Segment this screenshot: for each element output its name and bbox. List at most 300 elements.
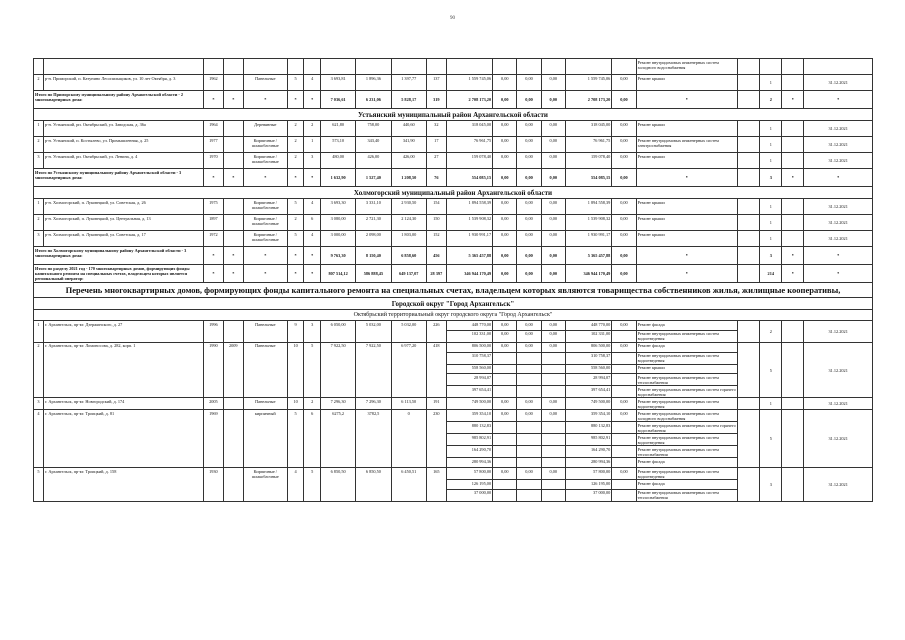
cost-total-cell: 554 085,15 [446, 169, 492, 187]
cost-regional-cell [517, 364, 541, 374]
section-heading [34, 187, 873, 199]
cost-local-cell [541, 489, 565, 501]
district-heading [34, 310, 873, 321]
entrances-cell: 5 [304, 342, 321, 398]
floors-cell: 2 [287, 121, 304, 137]
cost-total-cell: 558 560,00 [446, 364, 492, 374]
cost-total-cell: 280 994,36 [446, 458, 492, 468]
floors-cell: 4 [287, 468, 304, 502]
section-heading-text: Холмогорский муниципальный район Архангельской области [34, 187, 873, 199]
cost-federal-cell: 0,00 [493, 199, 517, 215]
material-cell: Панельные [243, 398, 287, 410]
area-private-cell: 2 124,30 [391, 215, 426, 231]
cost-total-cell: 159 078,40 [446, 153, 492, 169]
area-private-cell: 0 [391, 410, 426, 468]
cost-regional-cell: 0,00 [517, 153, 541, 169]
residents-cell [426, 59, 446, 75]
cost-federal-cell [493, 374, 517, 386]
material-cell [243, 59, 287, 75]
cost-local-cell [541, 364, 565, 374]
cost-regional-cell: 0,00 [517, 91, 541, 109]
housing-table [33, 58, 873, 502]
floors-cell: 2 [287, 215, 304, 231]
area-living-cell: 1 527,40 [356, 169, 391, 187]
count-cell: 3 [760, 169, 782, 187]
cost-owners-cell: 397 654,41 [565, 386, 611, 398]
residents-cell: 17 [426, 137, 446, 153]
year-cell [203, 59, 223, 75]
cost-total-cell: 1 894 558,39 [446, 199, 492, 215]
area-private-cell: 5 032,00 [391, 321, 426, 343]
star-cell: * [243, 169, 287, 187]
count-cell: 1 [760, 153, 782, 169]
section-heading-text: Устьянский муниципальный район Архангельской области [34, 109, 873, 121]
star-cell: * [223, 91, 243, 109]
cost-owners-cell: 37 000,00 [565, 489, 611, 501]
area-private-cell: 6 113,50 [391, 398, 426, 410]
star-cell: * [804, 247, 873, 265]
cost-total-cell: 346 944 170,49 [446, 265, 492, 283]
blank-cell [738, 231, 760, 247]
address-cell: р-н. Устьянский, рп. Октябрьский, ул. Ленина, д. 4 [43, 153, 203, 169]
cost-other-cell: 0,00 [612, 169, 636, 187]
area-total-cell: 3 080,00 [320, 215, 355, 231]
residents-cell: 27 [426, 153, 446, 169]
date-cell: 31.12.2021 [804, 342, 873, 398]
material-cell: Кирпичные / шлакоблочные [243, 231, 287, 247]
cost-owners-cell: 806 500,00 [565, 342, 611, 352]
area-total-cell: 7 922,50 [320, 342, 355, 398]
material-cell: Кирпичные / шлакоблочные [243, 199, 287, 215]
cost-federal-cell [493, 446, 517, 458]
star-cell: * [636, 265, 738, 283]
cost-other-cell [612, 480, 636, 490]
cost-regional-cell: 0,00 [517, 468, 541, 480]
total-label: Итого по Холмогорскому муниципальному району Архангельской области - 3 многоквартирных дома: [34, 247, 204, 265]
year-renovation-cell [223, 321, 243, 343]
cost-local-cell: 0,00 [541, 247, 565, 265]
date-cell: 31.12.2021 [804, 121, 873, 137]
count-cell: 1 [760, 121, 782, 137]
cost-federal-cell: 0,00 [493, 247, 517, 265]
blank-cell [738, 247, 760, 265]
cost-local-cell [541, 352, 565, 364]
cost-owners-cell: 1 930 991,17 [565, 231, 611, 247]
cost-federal-cell [493, 480, 517, 490]
cost-federal-cell [493, 386, 517, 398]
residents-cell: 28 397 [426, 265, 446, 283]
count-cell: 3 [760, 468, 782, 502]
cost-local-cell: 0,00 [541, 121, 565, 137]
cost-federal-cell: 0,00 [493, 265, 517, 283]
cost-owners-cell: 57 800,00 [565, 468, 611, 480]
entrances-cell: 3 [304, 321, 321, 343]
table-row [34, 231, 873, 247]
blank-cell [782, 121, 804, 137]
area-private-cell: 341,90 [391, 137, 426, 153]
area-total-cell [320, 59, 355, 75]
area-total-cell: 6 850,50 [320, 468, 355, 502]
cost-local-cell: 0,00 [541, 215, 565, 231]
cost-total-cell: 28 994,07 [446, 374, 492, 386]
floors-cell: 10 [287, 398, 304, 410]
floors-cell: 5 [287, 231, 304, 247]
cost-owners-cell: 28 994,07 [565, 374, 611, 386]
work-type-cell: Ремонт внутридомовых инженерных систем теплоснабжения [636, 446, 738, 458]
star-cell: * [636, 91, 738, 109]
entrances-cell: 6 [304, 410, 321, 468]
row-number: 1 [34, 199, 44, 215]
date-cell: 31.12.2021 [804, 215, 873, 231]
row-number: 5 [34, 468, 44, 502]
floors-cell: 9 [287, 321, 304, 343]
cost-total-cell: 880 132,83 [446, 422, 492, 434]
cost-federal-cell [493, 352, 517, 364]
star-cell: * [203, 169, 223, 187]
cost-total-cell: 102 331,00 [446, 330, 492, 342]
cost-owners-cell: 558 560,00 [565, 364, 611, 374]
cost-other-cell [612, 458, 636, 468]
material-cell: Кирпичные / шлакоблочные [243, 153, 287, 169]
material-cell: Кирпичные / шлакоблочные [243, 468, 287, 502]
star-cell: * [223, 247, 243, 265]
cost-other-cell [612, 352, 636, 364]
cost-local-cell [541, 446, 565, 458]
work-type-cell: Ремонт внутридомовых инженерных систем водоотведения [636, 352, 738, 364]
table-row [34, 137, 873, 153]
area-living-cell: 586 888,45 [356, 265, 391, 283]
cost-other-cell: 0,00 [612, 265, 636, 283]
work-type-cell: Ремонт внутридомовых инженерных систем холодного водоснабжения [636, 59, 738, 75]
cost-total-cell: 1 539 908,32 [446, 215, 492, 231]
cost-local-cell: 0,00 [541, 137, 565, 153]
cost-total-cell: 448 770,00 [446, 321, 492, 331]
total-row [34, 169, 873, 187]
cost-local-cell: 0,00 [541, 330, 565, 342]
count-cell: 2 [760, 91, 782, 109]
floors-cell: 10 [287, 342, 304, 398]
cost-regional-cell: 0,00 [517, 410, 541, 422]
entrances-cell: 4 [304, 75, 321, 91]
area-living-cell: 2 721,30 [356, 215, 391, 231]
residents-cell: 152 [426, 231, 446, 247]
star-cell: * [782, 265, 804, 283]
blank-cell [738, 265, 760, 283]
row-number [34, 59, 44, 75]
blank-cell [782, 321, 804, 343]
star-cell: * [782, 91, 804, 109]
date-cell: 31.12.2021 [804, 231, 873, 247]
cost-federal-cell [493, 422, 517, 434]
cost-regional-cell: 0,00 [517, 247, 541, 265]
work-type-cell: Ремонт фасада [636, 321, 738, 331]
area-living-cell: 7 922,50 [356, 342, 391, 398]
blank-cell [738, 215, 760, 231]
cost-total-cell: 749 500,00 [446, 398, 492, 410]
cost-total-cell: 76 961,75 [446, 137, 492, 153]
cost-federal-cell [493, 364, 517, 374]
cost-federal-cell: 0,00 [493, 398, 517, 410]
cost-regional-cell [517, 59, 541, 75]
year-cell: 1977 [203, 137, 223, 153]
cost-owners-cell: 164 290,70 [565, 446, 611, 458]
area-living-cell: 343,40 [356, 137, 391, 153]
cost-other-cell [612, 446, 636, 458]
cost-owners-cell: 749 500,00 [565, 398, 611, 410]
cost-owners-cell: 880 132,83 [565, 422, 611, 434]
residents-cell: 319 [426, 91, 446, 109]
blank-cell [782, 468, 804, 502]
year-renovation-cell [223, 398, 243, 410]
cost-other-cell: 0,00 [612, 321, 636, 331]
star-cell: * [782, 169, 804, 187]
cost-owners-cell: 1 559 745,06 [565, 75, 611, 91]
area-private-cell: 440,60 [391, 121, 426, 137]
address-cell: г. Архангельск, пр-кт. Троицкий, д. 158 [43, 468, 203, 502]
area-private-cell [391, 59, 426, 75]
blank-cell [738, 468, 760, 502]
area-total-cell: 1 632,90 [320, 169, 355, 187]
row-number: 1 [34, 121, 44, 137]
cost-owners-cell: 5 365 457,88 [565, 247, 611, 265]
material-cell: Панельные [243, 342, 287, 398]
blank-cell [782, 342, 804, 398]
cost-local-cell [541, 434, 565, 446]
blank-cell [782, 215, 804, 231]
document-sheet [33, 58, 873, 502]
cost-other-cell [612, 59, 636, 75]
cost-total-cell: 57 800,00 [446, 468, 492, 480]
year-renovation-cell [223, 59, 243, 75]
address-cell: г. Архангельск, пр-кт. Ломоносова, д. 282, корп. 1 [43, 342, 203, 398]
row-number: 2 [34, 137, 44, 153]
cost-other-cell [612, 422, 636, 434]
date-cell: 31.12.2021 [804, 398, 873, 410]
cost-owners-cell: 280 994,36 [565, 458, 611, 468]
cost-regional-cell [517, 352, 541, 364]
total-label: Итого по разделу 2021 год - 170 многоквартирных домов, формирующих фонды капитального ремонта на специальных счетах, владельцем которых является региональный оператор: [34, 265, 204, 283]
work-type-cell: Ремонт крыши [636, 75, 738, 91]
blank-cell [738, 398, 760, 410]
date-cell: 31.12.2021 [804, 75, 873, 91]
work-type-cell: Ремонт крыши [636, 153, 738, 169]
cost-other-cell: 0,00 [612, 398, 636, 410]
cost-total-cell: 318 045,00 [446, 121, 492, 137]
cost-federal-cell: 0,00 [493, 137, 517, 153]
cost-federal-cell: 0,00 [493, 231, 517, 247]
cost-regional-cell [517, 422, 541, 434]
work-type-cell: Ремонт фасада [636, 480, 738, 490]
star-cell: * [636, 169, 738, 187]
year-renovation-cell [223, 153, 243, 169]
city-heading-text: Городской округ "Город Архангельск" [34, 298, 873, 310]
residents-cell: 165 [426, 468, 446, 502]
area-total-cell: 3 693,30 [320, 199, 355, 215]
residents-cell: 32 [426, 121, 446, 137]
cost-other-cell: 0,00 [612, 121, 636, 137]
cost-regional-cell: 0,00 [517, 265, 541, 283]
cost-owners-cell: 448 770,00 [565, 321, 611, 331]
cost-local-cell: 0,00 [541, 468, 565, 480]
address-cell: р-н. Устьянский, рп. Октябрьский, ул. Заводская, д. 36а [43, 121, 203, 137]
work-type-cell: Ремонт внутридомовых инженерных систем холодного водоснабжения [636, 410, 738, 422]
cost-total-cell: 126 195,00 [446, 480, 492, 490]
area-private-cell: 649 137,07 [391, 265, 426, 283]
cost-other-cell: 0,00 [612, 410, 636, 422]
count-cell: 1 [760, 231, 782, 247]
entrances-cell: 3 [304, 153, 321, 169]
cost-total-cell: 985 802,91 [446, 434, 492, 446]
year-renovation-cell [223, 215, 243, 231]
total-row [34, 91, 873, 109]
star-cell: * [243, 265, 287, 283]
floors-cell [287, 59, 304, 75]
row-number: 4 [34, 410, 44, 468]
cost-total-cell: 397 654,41 [446, 386, 492, 398]
floors-cell: 2 [287, 137, 304, 153]
blank-cell [738, 59, 760, 75]
area-living-cell: 3 331,10 [356, 199, 391, 215]
cost-local-cell: 0,00 [541, 169, 565, 187]
work-type-cell: Ремонт крыши [636, 231, 738, 247]
area-living-cell: 7 296,30 [356, 398, 391, 410]
table-row [34, 321, 873, 331]
year-renovation-cell [223, 75, 243, 91]
material-cell: Деревянные [243, 121, 287, 137]
cost-local-cell [541, 386, 565, 398]
cost-federal-cell: 0,00 [493, 468, 517, 480]
cost-regional-cell: 0,00 [517, 398, 541, 410]
cost-federal-cell: 0,00 [493, 121, 517, 137]
cost-local-cell: 0,00 [541, 231, 565, 247]
year-renovation-cell [223, 199, 243, 215]
cost-local-cell [541, 374, 565, 386]
cost-total-cell: 1 559 745,06 [446, 75, 492, 91]
area-total-cell: 7 296,30 [320, 398, 355, 410]
address-cell [43, 59, 203, 75]
cost-federal-cell: 0,00 [493, 153, 517, 169]
year-renovation-cell: 2009 [223, 342, 243, 398]
cost-owners-cell: 1 539 908,32 [565, 215, 611, 231]
cost-other-cell: 0,00 [612, 199, 636, 215]
blank-cell [738, 199, 760, 215]
count-cell: 2 [760, 321, 782, 343]
cost-federal-cell [493, 489, 517, 501]
star-cell: * [804, 265, 873, 283]
star-cell: * [223, 265, 243, 283]
area-total-cell: 480,00 [320, 153, 355, 169]
cost-regional-cell [517, 489, 541, 501]
date-cell: 31.12.2021 [804, 199, 873, 215]
count-cell [760, 59, 782, 75]
year-renovation-cell [223, 231, 243, 247]
star-cell: * [304, 265, 321, 283]
date-cell: 31.12.2021 [804, 468, 873, 502]
material-cell: кирпичный [243, 410, 287, 468]
cost-local-cell: 0,00 [541, 342, 565, 352]
cost-regional-cell: 0,00 [517, 330, 541, 342]
table-row [34, 75, 873, 91]
blank-cell [738, 321, 760, 343]
year-cell: 2005 [203, 398, 223, 410]
blank-cell [738, 410, 760, 468]
address-cell: р-н. Холмогорский, п. Луковецкий, ул. Советская, д. 26 [43, 199, 203, 215]
cost-regional-cell [517, 434, 541, 446]
cost-owners-cell: 554 085,15 [565, 169, 611, 187]
area-living-cell: 8 150,40 [356, 247, 391, 265]
cost-other-cell [612, 489, 636, 501]
material-cell: Кирпичные / шлакоблочные [243, 215, 287, 231]
table-row [34, 342, 873, 352]
cost-other-cell: 0,00 [612, 75, 636, 91]
cost-owners-cell: 2 708 173,20 [565, 91, 611, 109]
total-label: Итого по Устьянскому муниципальному району Архангельской области - 3 многоквартирных дома: [34, 169, 204, 187]
table-row [34, 468, 873, 480]
cost-local-cell: 0,00 [541, 153, 565, 169]
star-cell: * [804, 169, 873, 187]
star-cell: * [243, 247, 287, 265]
star-cell: * [287, 91, 304, 109]
star-cell: * [203, 91, 223, 109]
blank-cell [738, 121, 760, 137]
star-cell: * [203, 247, 223, 265]
area-private-cell: 1 397,77 [391, 75, 426, 91]
year-cell: 1962 [203, 75, 223, 91]
page-number: 90 [450, 16, 455, 21]
address-cell: г. Архангельск, пр-кт. Дзержинского, д. 27 [43, 321, 203, 343]
total-label: Итого по Приморскому муниципальному району Архангельской области - 2 многоквартирных дома: [34, 91, 204, 109]
star-cell: * [304, 91, 321, 109]
blank-cell [738, 169, 760, 187]
cost-other-cell: 0,00 [612, 468, 636, 480]
year-renovation-cell [223, 468, 243, 502]
cost-federal-cell: 0,00 [493, 321, 517, 331]
star-cell: * [287, 265, 304, 283]
cost-local-cell [541, 422, 565, 434]
area-private-cell: 426,00 [391, 153, 426, 169]
area-living-cell [356, 59, 391, 75]
cost-total-cell: 164 290,70 [446, 446, 492, 458]
banner-heading [34, 283, 873, 298]
count-cell: 3 [760, 247, 782, 265]
work-type-cell: Ремонт крыши [636, 121, 738, 137]
year-cell: 1969 [203, 410, 223, 468]
address-cell: г. Архангельск, пр-кт. Новгородский, д. 174 [43, 398, 203, 410]
cost-regional-cell [517, 458, 541, 468]
blank-cell [782, 153, 804, 169]
star-cell: * [203, 265, 223, 283]
entrances-cell: 5 [304, 468, 321, 502]
work-type-cell: Ремонт крыши [636, 215, 738, 231]
district-heading-text: Октябрьский территориальный округ городского округа "Город Архангельск" [34, 310, 873, 321]
count-cell: 1 [760, 75, 782, 91]
area-total-cell: 3 000,00 [320, 231, 355, 247]
star-cell: * [287, 169, 304, 187]
blank-cell [738, 75, 760, 91]
cost-regional-cell [517, 386, 541, 398]
row-number: 2 [34, 75, 44, 91]
work-type-cell: Ремонт крыши [636, 364, 738, 374]
floors-cell: 2 [287, 153, 304, 169]
cost-regional-cell: 0,00 [517, 75, 541, 91]
count-cell: 1 [760, 137, 782, 153]
year-cell: 1930 [203, 468, 223, 502]
floors-cell: 5 [287, 410, 304, 468]
cost-local-cell: 0,00 [541, 91, 565, 109]
blank-cell [782, 231, 804, 247]
cost-other-cell [612, 374, 636, 386]
material-cell: Панельные [243, 321, 287, 343]
